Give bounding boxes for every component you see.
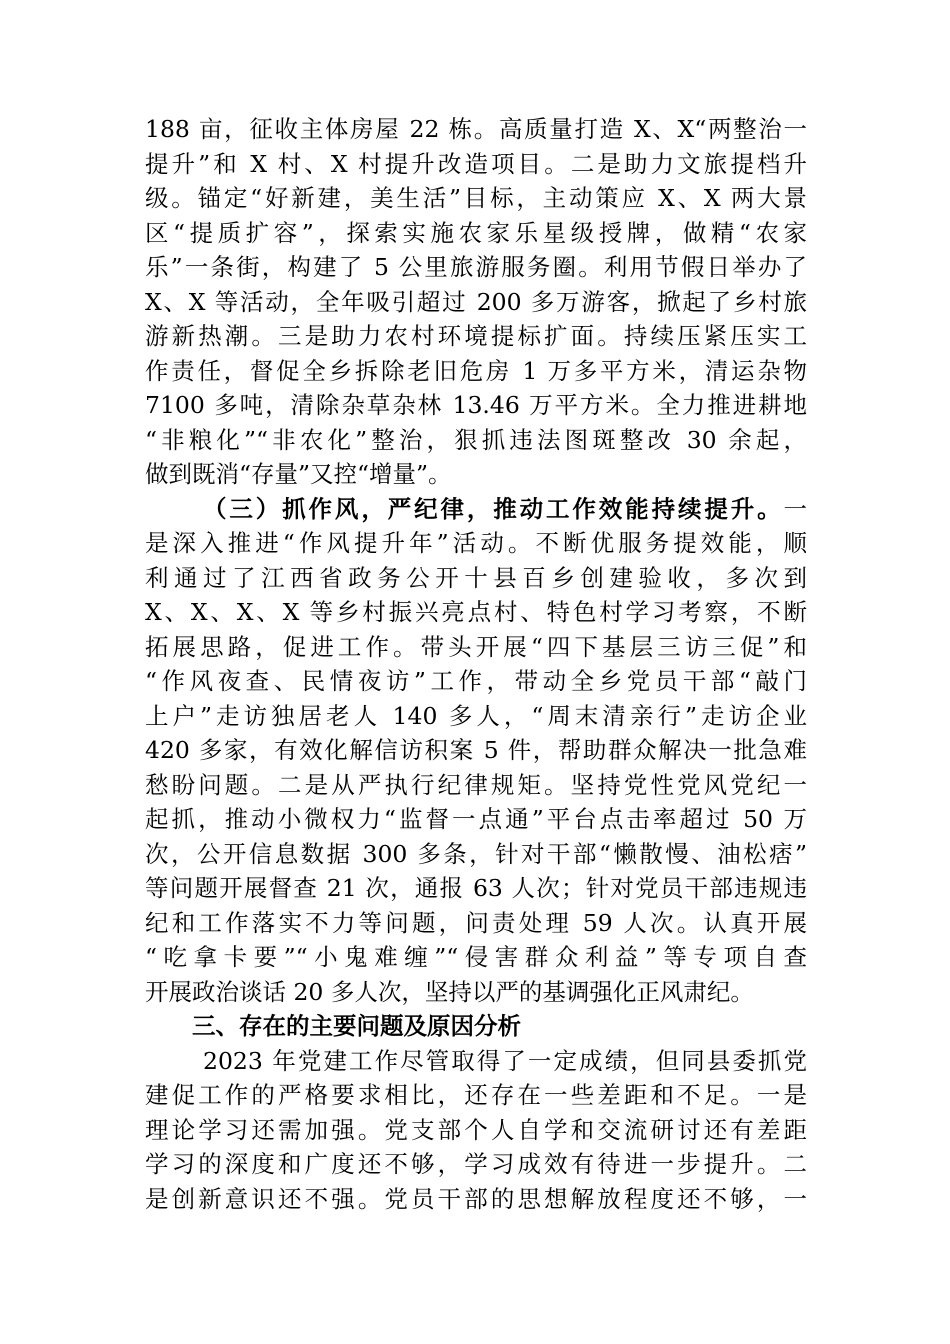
text-line: 等问题开展督查 21 次，通报 63 人次；针对党员干部违规违: [145, 874, 807, 902]
text-line: 次，公开信息数据 300 多条，针对干部“懒散慢、油松痞”: [145, 839, 807, 868]
text-line: 上户”走访独居老人 140 多人，“周末清亲行”走访企业: [145, 701, 807, 730]
text-line-lead: [145, 492, 807, 527]
text-line: 学习的深度和广度还不够，学习成效有待进一步提升。二: [145, 1150, 807, 1178]
text-line: 利通过了江西省政务公开十县百乡创建验收，多次到: [145, 563, 807, 592]
text-line: 建促工作的严格要求相比，还存在一些差距和不足。一是: [145, 1081, 807, 1109]
text-line: 开展政治谈话 20 多人次，坚持以严的基调强化正风肃纪。: [145, 977, 754, 1006]
text-line: 级。锚定“好新建，美生活”目标，主动策应 X、X 两大景: [145, 184, 807, 212]
paragraph-problems: [145, 1044, 807, 1217]
text-line: “非粮化”“非农化”整治，狠抓违法图斑整改 30 余起，: [145, 425, 807, 454]
text-line: 2023 年党建工作尽管取得了一定成绩，但同县委抓党: [203, 1046, 807, 1075]
text-line: 提升”和 X 村、X 村提升改造项目。二是助力文旅提档升: [145, 149, 807, 178]
text-line: 乐”一条街，构建了 5 公里旅游服务圈。利用节假日举办了: [145, 253, 807, 281]
text-line: 游新热潮。三是助力农村环境提标扩面。持续压紧压实工: [145, 322, 807, 350]
paragraph-rural-tourism: [145, 112, 807, 492]
text-line: 是深入推进“作风提升年”活动。不断优服务提效能，顺: [145, 529, 807, 557]
subsection-title: （三）抓作风，严纪律，推动工作效能持续提升。: [203, 494, 784, 523]
document-page: [145, 112, 807, 1216]
text-line: “作风夜查、民情夜访”工作，带动全乡党员干部“敲门: [145, 667, 807, 695]
text-line: 起抓，推动小微权力“监督一点通”平台点击率超过 50 万: [145, 805, 807, 833]
text-line: 愁盼问题。二是从严执行纪律规矩。坚持党性党风党纪一: [145, 770, 807, 799]
text-line: 420 多家，有效化解信访积案 5 件，帮助群众解决一批急难: [145, 736, 807, 764]
text-line: 理论学习还需加强。党支部个人自学和交流研讨还有差距: [145, 1115, 807, 1144]
text-line: 7100 多吨，清除杂草杂林 13.46 万平方米。全力推进耕地: [145, 391, 807, 419]
text-line: 是创新意识还不强。党员干部的思想解放程度还不够，一: [145, 1184, 807, 1213]
text-line: 188 亩，征收主体房屋 22 栋。高质量打造 X、X“两整治一: [145, 115, 807, 143]
text-line: “吃拿卡要”“小鬼难缠”“侵害群众利益”等专项自查: [145, 943, 807, 971]
text-line: 拓展思路，促进工作。带头开展“四下基层三访三促”和: [145, 632, 807, 661]
text-line: 纪和工作落实不力等问题，问责处理 59 人次。认真开展: [145, 908, 807, 937]
text-fragment: 一: [783, 494, 807, 523]
text-line: 作责任，督促全乡拆除老旧危房 1 万多平方米，清运杂物: [145, 356, 807, 385]
text-line: X、X、X、X 等乡村振兴亮点村、特色村学习考察，不断: [145, 598, 807, 626]
text-line: 区“提质扩容”，探索实施农家乐星级授牌，做精“农家: [145, 218, 807, 247]
section-heading: 三、存在的主要问题及原因分析: [192, 1012, 521, 1040]
text-line: 做到既消“存量”又控“增量”。: [145, 460, 452, 488]
paragraph-work-style: [145, 492, 807, 1010]
text-line: X、X 等活动，全年吸引超过 200 多万游客，掀起了乡村旅: [145, 287, 807, 316]
